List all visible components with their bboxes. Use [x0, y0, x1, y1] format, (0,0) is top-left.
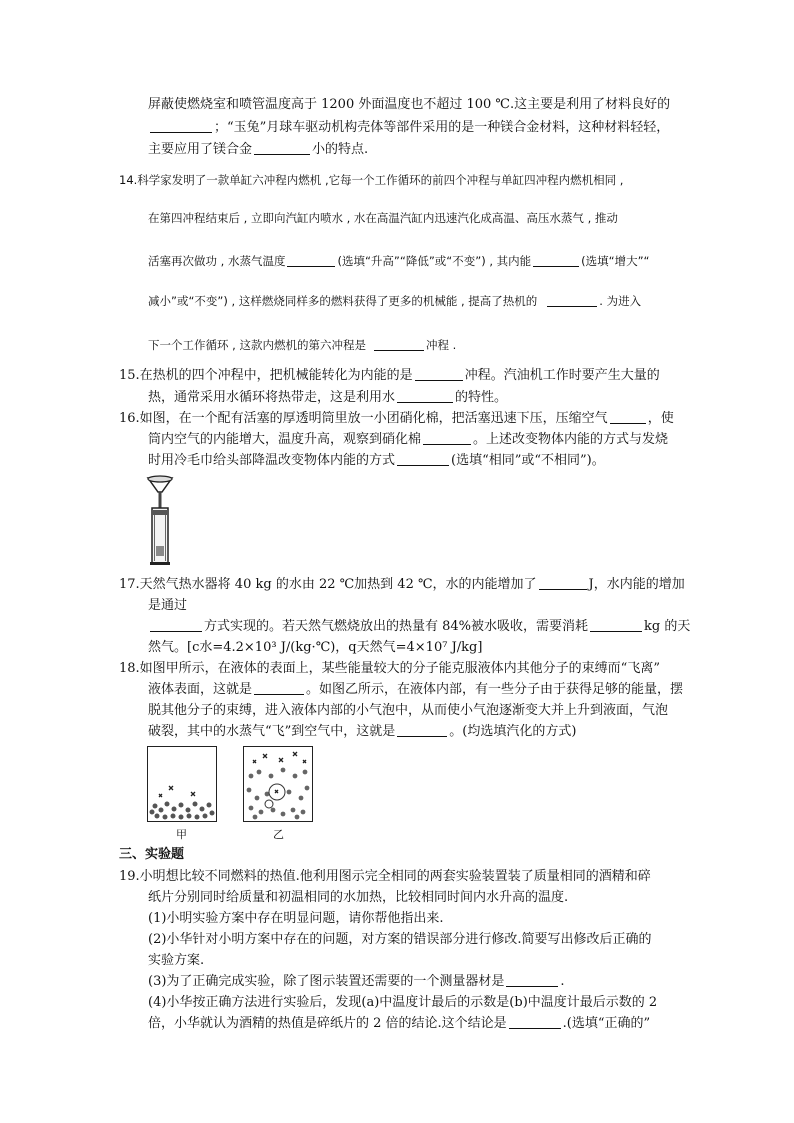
q19-text-5: 实验方案. — [148, 953, 205, 968]
answer-blank[interactable] — [397, 388, 453, 403]
q13-text-3a: 主要应用了镁合金 — [148, 142, 253, 157]
figure-caption-b: 乙 — [273, 828, 284, 841]
q16-line-3 — [148, 451, 605, 471]
q14-line-1 — [119, 170, 623, 190]
q17-text-3b: kg 的天 — [644, 619, 691, 634]
answer-blank[interactable] — [397, 722, 447, 737]
answer-blank[interactable] — [509, 1014, 561, 1029]
q16-line-2 — [148, 430, 668, 450]
answer-blank[interactable] — [539, 575, 587, 590]
q14-text-3c: (选填“增大”“ — [581, 254, 650, 268]
q14-text-2: 在第四冲程结束后 , 立即向汽缸内喷水 , 水在高温汽缸内迅速汽化成高温、高压水蒸气 , 推动 — [148, 211, 618, 225]
q19-line-5 — [148, 951, 204, 971]
q16-text-2a: 筒内空气的内能增大，温度升高，观察到硝化棉 — [148, 432, 422, 447]
evaporation-figure — [147, 746, 217, 822]
q17-line-1 — [119, 575, 685, 595]
q17-text-1a: 17.天然气热水器将 40 kg 的水由 22 ℃加热到 42 ℃，水的内能增加了 — [119, 577, 537, 592]
q14-text-3a: 活塞再次做功 , 水蒸气温度 — [148, 254, 286, 268]
q19-text-6a: (3)为了正确完成实验，除了图示装置还需要的一个测量器材是 — [148, 974, 505, 989]
q19-text-8a: 倍，小华就认为酒精的热值是碎纸片的 2 倍的结论.这个结论是 — [148, 1016, 507, 1031]
q17-text-2: 是通过 — [148, 598, 188, 613]
q17-line-4 — [148, 638, 482, 658]
q15-text-2a: 热，通常采用水循环将热带走，这是利用水 — [148, 390, 396, 405]
q19-line-8 — [148, 1014, 650, 1034]
q16-text-1a: 16.如图，在一个配有活塞的厚透明筒里放一小团硝化棉，把活塞迅速下压，压缩空气 — [119, 411, 608, 426]
q18-text-4a: 破裂，其中的水蒸气“飞”到空气中，这就是 — [148, 724, 396, 739]
q16-text-1b: ，使 — [647, 411, 674, 426]
q19-line-2 — [148, 888, 568, 908]
q18-text-4b: 。(均选填汽化的方式) — [449, 724, 577, 739]
q19-text-4: (2)小华针对小明方案中存在的问题，对方案的错误部分进行修改.简要写出修改后正确的 — [148, 932, 652, 947]
q17-line-2 — [148, 596, 187, 616]
q18-text-1: 18.如图甲所示，在液体的表面上，某些能量较大的分子能克服液体内其他分子的束缚而“飞离” — [119, 661, 660, 676]
q14-line-3 — [148, 251, 650, 271]
answer-blank[interactable] — [150, 118, 212, 133]
answer-blank[interactable] — [533, 252, 579, 267]
piston-cylinder-figure — [140, 474, 180, 566]
q19-line-7 — [148, 993, 657, 1013]
answer-blank[interactable] — [610, 409, 646, 424]
answer-blank[interactable] — [150, 617, 202, 632]
section-heading: 三、实验题 — [119, 847, 185, 862]
answer-blank[interactable] — [254, 680, 304, 695]
q13-text-3b: 小的特点. — [312, 142, 369, 157]
boiling-figure — [243, 746, 313, 822]
q19-text-2: 纸片分别同时给质量和初温相同的水加热，比较相同时间内水升高的温度. — [148, 890, 569, 905]
q17-text-4: 然气。[c水=4.2×10³ J/(kg·℃)，q天然气=4×10⁷ J/kg] — [148, 640, 483, 655]
q18-line-3 — [148, 701, 668, 721]
q14-line-2 — [148, 208, 618, 228]
answer-blank[interactable] — [547, 292, 597, 307]
q14-text-5b: 冲程 . — [425, 338, 457, 352]
q16-line-1 — [119, 409, 674, 429]
q15-text-2b: 的特性。 — [455, 390, 508, 405]
q18-text-3: 脱其他分子的束缚，进入液体内部的小气泡中，从而使小气泡逐渐变大并上升到液面，气泡 — [148, 703, 669, 718]
answer-blank[interactable] — [415, 366, 463, 381]
q14-text-3b: (选填“升高”“降低”或“不变”) , 其内能 — [337, 254, 532, 268]
q14-text-4a: 减小”或“不变”) , 这样燃烧同样多的燃料获得了更多的机械能 , 提高了热机的 — [148, 294, 538, 308]
answer-blank[interactable] — [423, 430, 471, 445]
q18-line-1 — [119, 659, 660, 679]
answer-blank[interactable] — [254, 140, 310, 155]
q14-text-5a: 下一个工作循环 , 这款内燃机的第六冲程是 — [148, 338, 366, 352]
q19-line-3 — [148, 909, 444, 929]
q15-text-1b: 冲程。汽油机工作时要产生大量的 — [464, 368, 660, 383]
q15-text-1a: 15.在热机的四个冲程中，把机械能转化为内能的是 — [119, 368, 413, 383]
q19-line-1 — [119, 867, 651, 887]
q14-text-4b: . 为进入 — [599, 294, 642, 308]
q13-line-1 — [148, 95, 670, 115]
answer-blank[interactable] — [590, 617, 642, 632]
q13-text-1: 屏蔽使燃烧室和喷管温度高于 1200 外面温度也不超过 100 ℃.这主要是利用了材料良好的 — [148, 97, 671, 112]
q14-line-5 — [148, 335, 456, 355]
q17-text-3a: 方式实现的。若天然气燃烧放出的热量有 84%被水吸收，需要消耗 — [204, 619, 589, 634]
q19-text-3: (1)小明实验方案中存在明显问题，请你帮他指出来. — [148, 911, 444, 926]
answer-blank[interactable] — [374, 336, 424, 351]
q17-text-1b: J，水内能的增加 — [588, 577, 685, 592]
q16-text-3b: (选填“相同”或“不相同”)。 — [451, 453, 605, 468]
q19-text-7: (4)小华按正确方法进行实验后，发现(a)中温度计最后的示数是(b)中温度计最后示数的 2 — [148, 995, 658, 1010]
q17-line-3 — [148, 617, 690, 637]
q18-text-2a: 液体表面，这就是 — [148, 682, 253, 697]
q16-text-3a: 时用冷毛巾给头部降温改变物体内能的方式 — [148, 453, 396, 468]
q19-text-6b: . — [560, 974, 565, 989]
q18-text-2b: 。如图乙所示，在液体内部，有一些分子由于获得足够的能量，摆 — [306, 682, 684, 697]
q18-line-4 — [148, 722, 576, 742]
q16-text-2b: 。上述改变物体内能的方式与发烧 — [473, 432, 669, 447]
q14-line-4 — [148, 291, 641, 311]
q13-text-2: ；“玉兔”月球车驱动机构壳体等部件采用的是一种镁合金材料，这种材料轻轻， — [214, 120, 670, 135]
q13-line-2 — [148, 118, 669, 138]
q15-line-2 — [148, 388, 507, 408]
figure-caption-a: 甲 — [176, 828, 187, 841]
answer-blank[interactable] — [506, 972, 558, 987]
q19-line-6 — [148, 972, 565, 992]
q15-line-1 — [119, 366, 660, 386]
answer-blank[interactable] — [287, 252, 335, 267]
answer-blank[interactable] — [397, 451, 449, 466]
q19-text-1: 19.小明想比较不同燃料的热值.他利用图示完全相同的两套实验装置装了质量相同的酒精和碎 — [119, 869, 651, 884]
q14-text-1: 14.科学家发明了一款单缸六冲程内燃机 ,它每一个工作循环的前四个冲程与单缸四冲程内燃机相同 , — [119, 173, 624, 187]
q19-line-4 — [148, 930, 652, 950]
q19-text-8b: .(选填“正确的” — [562, 1016, 651, 1031]
q18-line-2 — [148, 680, 683, 700]
q13-line-3 — [148, 140, 368, 160]
